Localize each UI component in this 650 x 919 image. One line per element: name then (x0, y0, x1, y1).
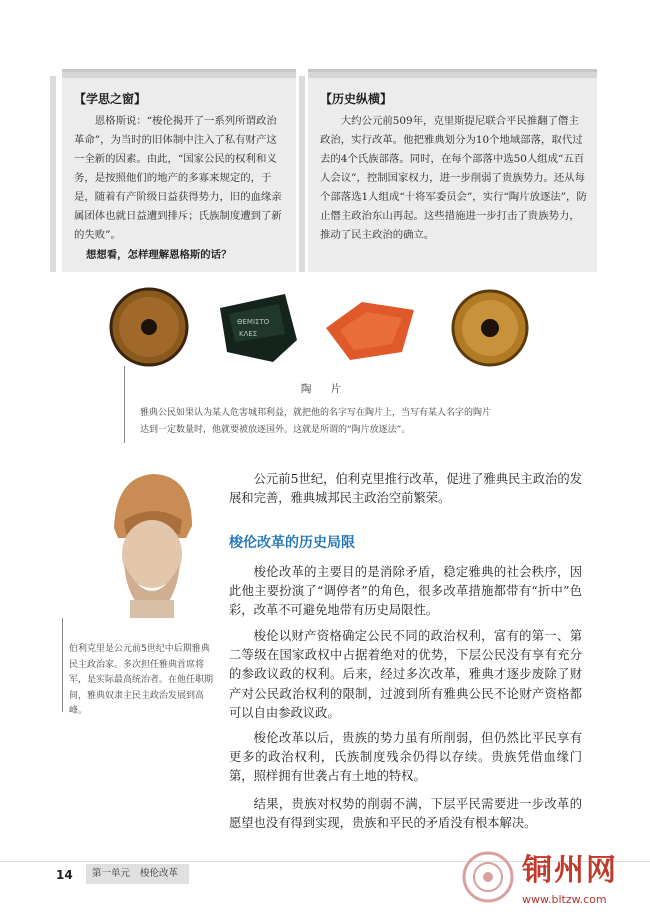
paragraph-text: 梭伦改革以后，贵族的势力虽有所削弱，但仍然比平民享有更多的政治权利，氏族制度残余仍得以存续。贵族凭借血缘门第，照样拥有世袭占有土地的特权。 (229, 731, 582, 784)
svg-text:ΘΕΜΙΣΤΟ: ΘΕΜΙΣΤΟ (237, 318, 270, 326)
learning-window-body: 恩格斯说：“梭伦揭开了一系列所谓政治革命”，为当时的旧体制中注入了私有财产这一全新的因素。由此，“国家公民的权利和义务，是按照他们的地产的多寡来规定的，于是，随着有产阶级日益获得势力，旧的血缘亲属团体也就日益遭到排斥；氏族制度遭到了新的失败”。 (74, 115, 282, 241)
paragraph-result (229, 795, 582, 833)
shards-caption: 雅典公民如果认为某人危害城邦利益，就把他的名字写在陶片上，当写有某人名字的陶片达到一定数量时，他就要被放逐国外。这就是所谓的“陶片放逐法”。 (140, 408, 492, 435)
box-stripe (308, 72, 597, 78)
section-title: 梭伦改革的历史局限 (229, 535, 355, 551)
history-heading: 【历史纵横】 (320, 92, 393, 106)
ostracon-dark (215, 290, 301, 368)
box-left-shadow (50, 76, 56, 272)
svg-text:ΚΛΕΣ: ΚΛΕΣ (239, 330, 258, 338)
history-body: 大约公元前509年，克里斯提尼联合平民推翻了僭主政治，实行改革。他把雅典划分为10个地域部落，取代过去的4个氏族部落。同时，在每个部落中选50人组成“五百人会议”，控制国家权力，进一步削弱了贵族势力。还从每个部落选1人组成“十将军委员会”，实行“陶片放逐法”，防止僭主政治东山再起。这些措施进一步打击了贵族势力，推动了民主政治的确立。 (320, 115, 587, 241)
pericles-caption: 伯利克里是公元前5世纪中后期雅典民主政治家。多次担任雅典首席将军，是实际最高统治者。在他任职期间，雅典奴隶主民主政治发展到高峰。 (69, 644, 214, 717)
paragraph-purpose (229, 563, 582, 621)
learning-window-question: 想想看，怎样理解恩格斯的话？ (86, 249, 232, 261)
shards-label: 陶 片 (300, 383, 350, 395)
history-box (308, 69, 597, 272)
watermark-url: www.bltzw.com (522, 893, 607, 906)
learning-window-heading: 【学思之窗】 (74, 92, 147, 106)
paragraph-text: 结果，贵族对权势的削弱不满，下层平民需要进一步改革的愿望也没有得到实现，贵族和平民的矛盾没有根本解决。 (229, 797, 582, 831)
paragraph-text: 公元前5世纪，伯利克里推行改革，促进了雅典民主政治的发展和完善，雅典城邦民主政治空前繁荣。 (229, 472, 582, 506)
pericles-bust-image (94, 468, 210, 618)
paragraph-text: 梭伦以财产资格确定公民不同的政治权利，富有的第一、第二等级在国家政权中占据着绝对的优势，下层公民没有享有充分的参政议政的权利。后来，经过多次改革，雅典才逐步废除了财产对公民政治权利的限制，过渡到所有雅典公民不论财产资格都可以自由参政议政。 (229, 629, 582, 720)
unit-number: 第一单元 (92, 868, 131, 879)
page-number: 14 (56, 868, 73, 882)
box-right-shadow (299, 76, 305, 272)
unit-title: 梭伦改革 (140, 868, 179, 879)
box-stripe (62, 72, 296, 78)
unit-footer (86, 864, 189, 884)
paragraph-text: 梭伦改革的主要目的是消除矛盾，稳定雅典的社会秩序，因此他主要扮演了“调停者”的角色，很多改革措施都带有“折中”色彩，改革不可避免地带有历史局限性。 (229, 565, 582, 618)
ostracon-round-1 (108, 286, 190, 368)
ostracon-orange (322, 296, 418, 364)
bust-caption-rule (62, 618, 63, 712)
paragraph-property (229, 627, 582, 723)
intro-paragraph (229, 470, 582, 508)
ostracon-round-2 (450, 288, 530, 368)
watermark-name: 铜州网 (522, 853, 618, 888)
paragraph-aristocracy (229, 729, 582, 787)
learning-window-box (62, 69, 296, 272)
caption-rule (124, 366, 125, 443)
